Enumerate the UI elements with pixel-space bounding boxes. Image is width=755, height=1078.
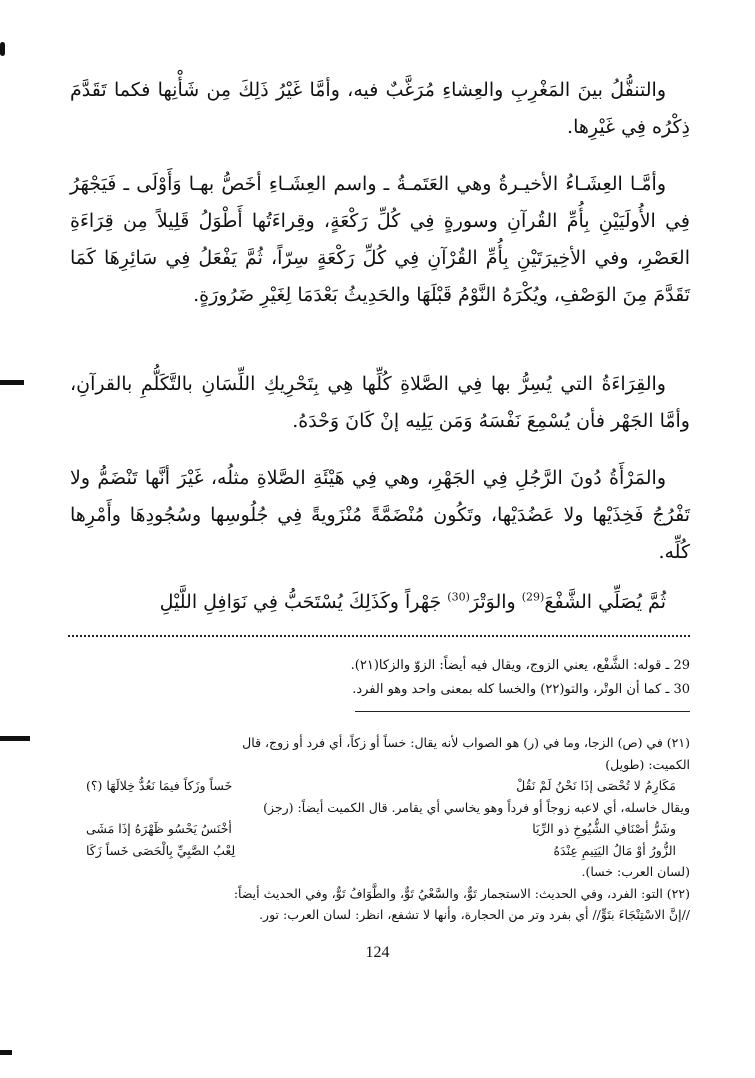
verse-line: الزُّورُ أوْ مَالُ اليَتِيمِ عِنْدَهُ لِعْبُ الصَّبِيِّ بِالْحَصَى خَساً زَكَا — [86, 842, 676, 858]
ref-note: (٢١) في (ص) الزجا، وما في (ر) هو الصواب لأنه يقال: خساً أو زكاً، أي فرد أو زوج، قال — [242, 735, 690, 750]
editor-notes — [46, 732, 690, 926]
main-text — [70, 166, 690, 314]
ref-note: ويقال خاسله، أي لاعبه زوجاً أو فرداً وهو يخاسي أي يقامر. قال الكميت أيضاً: (رجز) — [263, 799, 690, 815]
margin-mark — [0, 380, 24, 385]
verse-line: مَكَارِمُ لا تُحْصَى إذَا نَحْنُ لَمْ نَقُلْ خَساً وزَكاً فيمَا نَعُدُّ خِلالَهَا (؟) — [86, 778, 676, 793]
footnote: 30 ـ كما أن الوتْر، والتو(٢٢) والخسا كله بمعنى واحد وهو الفرد. — [352, 682, 690, 697]
footnote: 29 ـ قوله: الشَّفْع، يعني الزوج، ويقال فيه أيضاً: الزوّ والزكا(٢١). — [350, 658, 690, 673]
footnote-ref: (30) — [447, 590, 470, 604]
paragraph: وأمَّـا العِشَـاءُ الأخيـرةُ وهي العَتَمـةُ ـ واسم العِشَـاءِ أخَصُّ بهـا وَأَوْلَى ـ فَيَجْهَرُ فِي الأُولَيَيْنِ بِأُمِّ القُرآنِ وسورةٍ فِي كُلِّ رَكْعَةٍ، وقِراءَتُها أَطْوَلُ قَلِيلاً مِن قِرَاءَةِ العَصْرِ، وفي الأخِيرَتَيْنِ بِأُمِّ القُرْآنِ فِي كُلِّ رَكْعَةٍ سِرّاً، ثُمَّ يَفْعَلُ فِي سَائِرِهَا كَمَا تَقَدَّمَ مِنَ الوَصْفِ، ويُكْرَهُ النَّوْمُ قَبْلَهَا والحَدِيثُ بَعْدَمَا لِغَيْرِ ضَرُورَةٍ. — [70, 173, 690, 306]
ref-note: (لسان العرب: خسا). — [581, 864, 690, 879]
verse-line: وشَرُّ أصْنَافِ الشُّيُوخِ ذو الرِّيَا أخْنَسُ يَحْسُو ظَهْرَهُ إذَا مَشَى — [86, 821, 676, 836]
margin-mark — [0, 42, 5, 56]
footnotes — [60, 654, 690, 702]
margin-mark — [0, 736, 30, 741]
ref-note: //إنَّ الاسْتِنْجَاءَ بتَوٍّ// أي بفرد وتر من الحجارة، وأنها لا تشفع، انظر: لسان العرب: تور. — [259, 907, 690, 922]
dotted-divider — [68, 635, 690, 637]
margin-mark — [0, 1050, 12, 1055]
footnote-divider — [355, 711, 690, 712]
paragraph: ثُمَّ يُصَلِّي الشَّفْعَ$^{(29)}$ والوَتْرَ$^{(30)}$ جَهْراً وكَذَلِكَ يُسْتَحَبُّ فِي نَوَافِلِ اللَّيْلِ — [159, 590, 666, 613]
main-text — [70, 366, 690, 440]
paragraph: والمَرْأَةُ دُونَ الرَّجُلِ فِي الجَهْرِ، وهي فِي هَيْئَةِ الصَّلاةِ مثلُه، غَيْرَ أنَّها تَنْضَمُّ ولا تَفْرُجُ فَخِذَيْها ولا عَضُدَيْها، وتَكُون مُنْضَمَّةً مُنْزَويةً فِي جُلُوسِها وسُجُودِهَا وأَمْرِها كُلِّه. — [70, 467, 690, 563]
paragraph: والتنفُّلُ بينَ المَغْرِبِ والعِشاءِ مُرَغَّبٌ فيه، وأمَّا غَيْرُ ذَلِكَ مِن شَأْنِها فكما تَقَدَّمَ ذِكْرُه فِي غَيْرِها. — [70, 79, 690, 138]
ref-note: الكميت: (طويل) — [605, 756, 690, 772]
ref-note: (٢٢) التو: الفرد، وفي الحديث: الاستجمار تَوٌّ، والسَّعْيُ تَوٌّ، والطَّوَافُ تَوٌّ، وفي الحديث أيضاً: — [233, 885, 690, 901]
main-text — [70, 72, 690, 146]
paragraph: والقِرَاءَةُ التي يُسِرُّ بها فِي الصَّلاةِ كُلِّها هِي بِتَحْرِيكِ اللِّسَانِ بالتَّكَلُّمِ بالقرآنِ، وأمَّا الجَهْر فأن يُسْمِعَ نَفْسَهُ وَمَن يَلِيه إنْ كَانَ وَحْدَهُ. — [70, 373, 690, 432]
main-text — [70, 584, 690, 621]
page-number: 124 — [365, 944, 390, 961]
footnote-ref: (29) — [521, 590, 545, 604]
main-text — [70, 460, 690, 571]
